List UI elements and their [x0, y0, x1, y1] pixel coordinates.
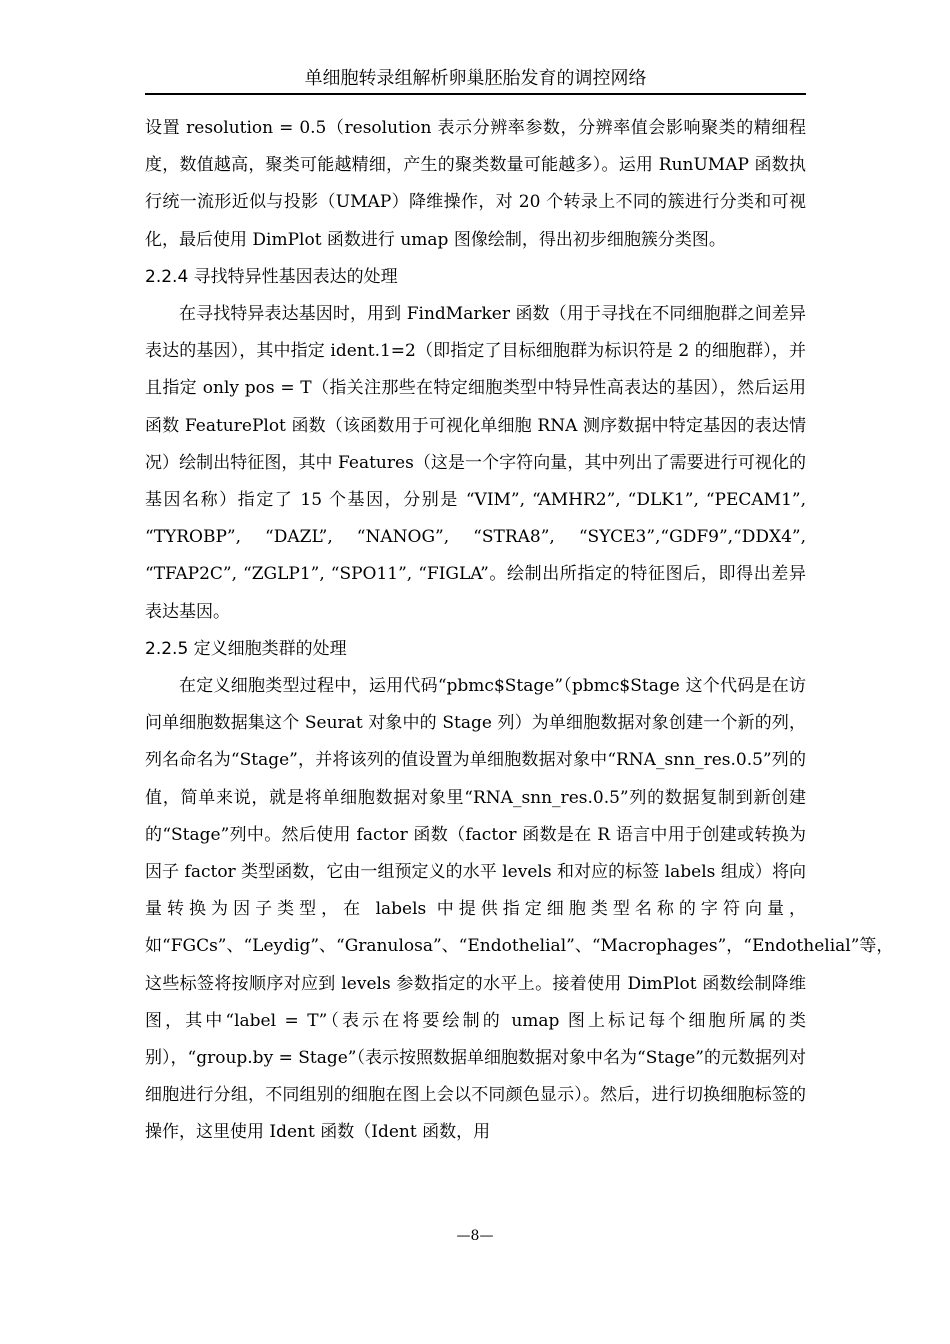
paragraph-find-markers: 在寻找特异表达基因时，用到 FindMarker 函数（用于寻找在不同细胞群之间差异表达的基因），其中指定 ident.1=2（即指定了目标细胞群为标识符是 2 的细胞群），并且指定 only pos = T（指关注那些在特定细胞类型中特异性高表达的基因），然后运用函数 FeaturePlot 函数（该函数用于可视化单细胞 RNA 测序数据中特定基因的表达情况）绘制出特征图，其中 Features（这是一个字符向量，其中列出了需要进行可视化的基因名称）指定了 15 个基因，分别是 “VIM”, “AMHR2”, “DLK1”, “PECAM1”, “TYROBP”, “DAZL”, “NANOG”, “STRA8”, “SYCE3”,“GDF9”,“DDX4”, “TFAP2C”, “ZGLP1”, “SPO11”, “FIGLA”。绘制出所指定的特征图后，即得出差异表达基因。 — [145, 304, 806, 622]
header-divider — [145, 93, 806, 95]
page-number: —8— — [456, 1228, 494, 1244]
section-heading-2-2-5: 2.2.5 定义细胞类群的处理 — [145, 638, 347, 659]
section-heading-2-2-4: 2.2.4 寻找特异性基因表达的处理 — [145, 266, 398, 287]
page-body — [145, 110, 894, 1152]
running-header: 单细胞转录组解析卵巢胚胎发育的调控网络 — [304, 68, 647, 89]
paragraph-clustering: 设置 resolution = 0.5（resolution 表示分辨率参数，分辨率值会影响聚类的精细程度，数值越高，聚类可能越精细，产生的聚类数量可能越多）。运用 RunUMAP 函数执行统一流形近似与投影（UMAP）降维操作，对 20 个转录上不同的簇进行分类和可视化，最后使用 DimPlot 函数进行 umap 图像绘制，得出初步细胞簇分类图。 — [145, 118, 806, 250]
paragraph-define-cell-types: 在定义细胞类型过程中，运用代码“pbmc$Stage”（pbmc$Stage 这个代码是在访问单细胞数据集这个 Seurat 对象中的 Stage 列）为单细胞数据对象创建一个新的列，列名命名为“Stage”，并将该列的值设置为单细胞数据对象中“RNA_snn_res.0.5”列的值，简单来说，就是将单细胞数据对象里“RNA_snn_res.0.5”列的数据复制到新创建的“Stage”列中。然后使用 factor 函数（factor 函数是在 R 语言中用于创建或转换为因子 factor 类型函数，它由一组预定义的水平 levels 和对应的标签 labels 组成）将向量转换为因子类型，在 labels 中提供指定细胞类型名称的字符向量，如“FGCs”、“Leydig”、“Granulosa”、“Endothelial”、“Macrophages”，“Endothelial”等，这些标签将按顺序对应到 levels 参数指定的水平上。接着使用 DimPlot 函数绘制降维图，其中“label = T”（表示在将要绘制的 umap 图上标记每个细胞所属的类别），“group.by = Stage”（表示按照数据单细胞数据对象中名为“Stage”的元数据列对细胞进行分组，不同组别的细胞在图上会以不同颜色显示）。然后，进行切换细胞标签的操作，这里使用 Ident 函数（Ident 函数，用 — [145, 676, 894, 1143]
